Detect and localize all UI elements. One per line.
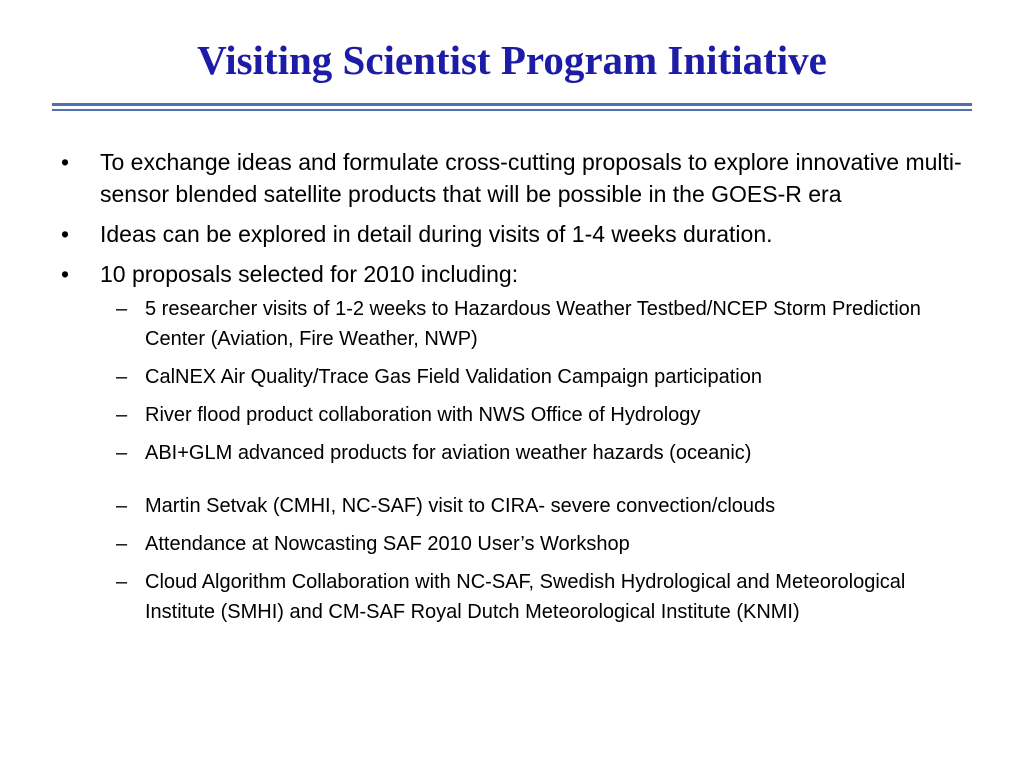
bullet-marker: • — [61, 149, 70, 175]
dash-marker: – — [116, 571, 128, 593]
sub-bullet-item — [0, 529, 965, 559]
sub-bullet-list — [0, 294, 962, 627]
bullet-item — [0, 146, 962, 210]
bullet-text: 10 proposals selected for 2010 including: — [100, 261, 519, 287]
sub-bullet-text: 5 researcher visits of 1-2 weeks to Hazardous Weather Testbed/NCEP Storm Prediction Center (Aviation, Fire Weather, NWP) — [145, 298, 921, 350]
sub-bullet-item — [0, 491, 965, 521]
sub-bullet-item — [0, 567, 965, 627]
dash-marker: – — [116, 366, 128, 388]
dash-marker: – — [116, 442, 128, 464]
bullet-item — [0, 258, 962, 627]
sub-bullet-text: CalNEX Air Quality/Trace Gas Field Validation Campaign participation — [145, 366, 762, 388]
dash-marker: – — [116, 533, 128, 555]
bullet-text: Ideas can be explored in detail during visits of 1-4 weeks duration. — [100, 221, 773, 247]
sub-bullet-item — [0, 362, 965, 392]
bullet-list — [0, 146, 1024, 635]
sub-bullet-item — [0, 294, 965, 354]
dash-marker: – — [116, 298, 128, 320]
dash-marker: – — [116, 495, 128, 517]
title-divider-top — [52, 103, 972, 106]
bullet-item — [0, 218, 962, 250]
dash-marker: – — [116, 404, 128, 426]
sub-bullet-text: Martin Setvak (CMHI, NC-SAF) visit to CIRA- severe convection/clouds — [145, 495, 776, 517]
slide-title: Visiting Scientist Program Initiative — [197, 37, 827, 83]
bullet-text: To exchange ideas and formulate cross-cutting proposals to explore innovative multi-sensor blended satellite products that will be possible in the GOES-R era — [100, 149, 962, 207]
sub-bullet-text: ABI+GLM advanced products for aviation weather hazards (oceanic) — [145, 442, 752, 464]
sub-bullet-text: Cloud Algorithm Collaboration with NC-SAF, Swedish Hydrological and Meteorological Institute (SMHI) and CM-SAF Royal Dutch Meteorological Institute (KNMI) — [145, 571, 906, 623]
title-divider-bottom — [52, 109, 972, 111]
bullet-marker: • — [61, 221, 70, 247]
bullet-marker: • — [61, 261, 70, 287]
sub-bullet-text: Attendance at Nowcasting SAF 2010 User’s Workshop — [145, 533, 630, 555]
sub-bullet-text: River flood product collaboration with NWS Office of Hydrology — [145, 404, 701, 426]
sub-bullet-item — [0, 438, 965, 468]
sub-bullet-item — [0, 400, 965, 430]
